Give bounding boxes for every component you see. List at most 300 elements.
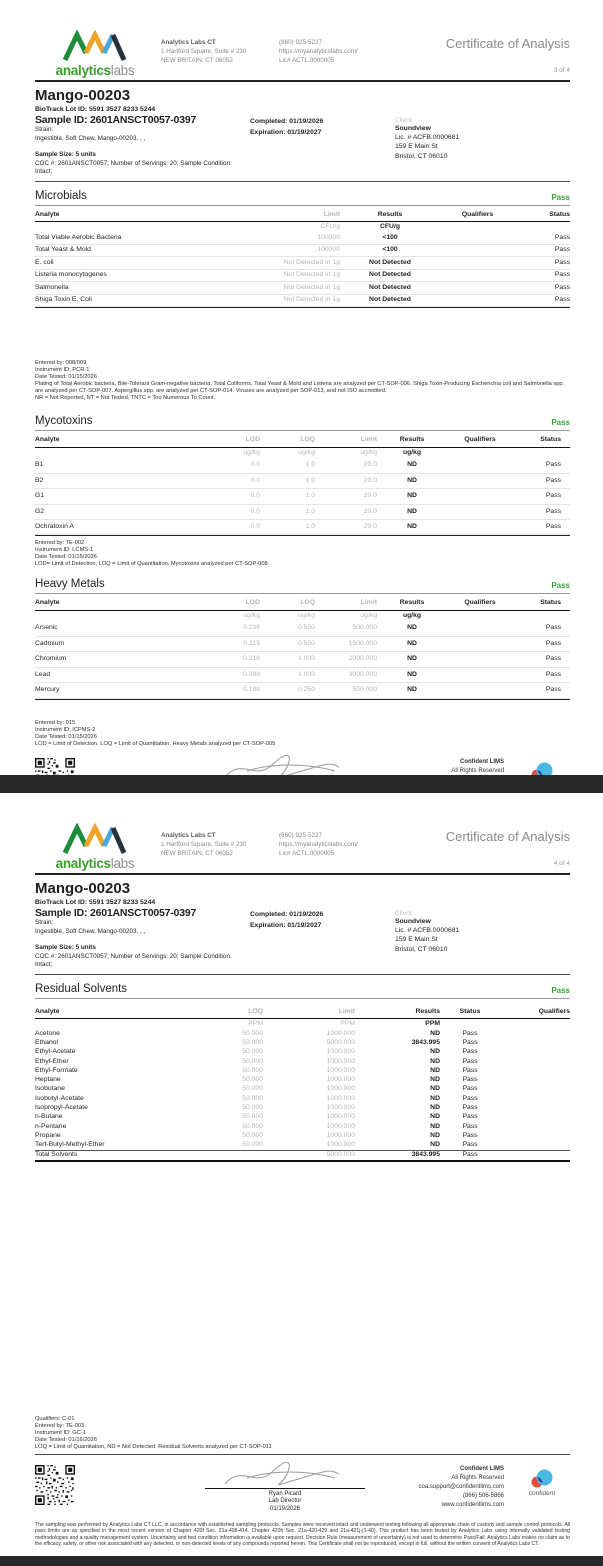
cell-analyte: Heptane <box>35 1076 61 1084</box>
table-row <box>35 1085 570 1094</box>
cell-status: Pass <box>545 476 561 484</box>
cell-qualifiers <box>447 492 513 500</box>
cell-limit: 20.0 <box>363 507 377 515</box>
cell-status: Pass <box>462 1131 478 1139</box>
residual-solvents-table-body <box>35 1029 570 1162</box>
cell-qualifiers <box>500 1123 570 1131</box>
note-line: Qualifiers: C-01 <box>35 1415 75 1422</box>
cell-results: ND <box>407 476 417 484</box>
header-divider <box>35 873 570 875</box>
col-results: Results <box>377 210 403 218</box>
cell-limit: 20.0 <box>363 492 377 500</box>
lab-website: https://myanalyticslabs.com/ <box>279 48 358 56</box>
cell-loq: 1.0 <box>305 476 315 484</box>
cell-analyte: B1 <box>35 461 44 469</box>
note-line: Entered by: TE-002 <box>35 540 85 547</box>
lab-phone: (860) 925-5227 <box>279 39 323 46</box>
note-line: Instrument ID: LCMS-1 <box>35 547 94 554</box>
cell-limit: 1000.000 <box>326 1131 355 1139</box>
lab-contact <box>279 30 429 65</box>
cell-qualifiers <box>447 671 513 679</box>
cell-limit: 1000.000 <box>326 1103 355 1111</box>
client-label: Client <box>395 910 412 917</box>
cell-analyte: E. coli <box>35 258 54 266</box>
cell-lod: 0.0 <box>250 461 260 469</box>
cell-analyte: Mercury <box>35 686 60 694</box>
cell-limit: 3000.000 <box>348 670 377 678</box>
cell-status: Pass <box>462 1151 478 1159</box>
cell-results: Not Detected <box>369 271 411 279</box>
note-line: Instrument ID: ICPMS-2 <box>35 726 96 733</box>
cell-results: <100 <box>382 233 398 241</box>
cell-loq: 1.0 <box>305 507 315 515</box>
table-row <box>35 1048 570 1057</box>
table-row <box>35 1122 570 1131</box>
cell-loq: 50.000 <box>242 1141 263 1149</box>
table-row <box>35 1094 570 1103</box>
cell-limit: 5000.000 <box>326 1151 355 1159</box>
col-limit: Limit <box>338 1007 355 1015</box>
lims-email: coa.support@confidentlims.com <box>418 1483 504 1490</box>
cell-loq: 1.0 <box>305 492 315 500</box>
coa-title: Certificate of Analysis <box>445 829 570 844</box>
cell-analyte: Cadmium <box>35 639 65 647</box>
col-qualifiers: Qualifiers <box>538 1007 570 1015</box>
cell-loq: 50.000 <box>242 1029 263 1037</box>
col-status: Status <box>549 210 570 218</box>
cell-qualifiers <box>500 1085 570 1093</box>
col-lod: LOD <box>245 436 260 444</box>
cell-qualifiers <box>440 246 515 254</box>
table-row <box>35 1150 570 1162</box>
notes-divider <box>35 1454 570 1455</box>
section-mycotoxins <box>35 407 570 536</box>
lab-license: Lic# ACTL.0000005 <box>279 850 335 858</box>
cell-limit: 1000.000 <box>326 1113 355 1121</box>
cell-limit: 1000.000 <box>326 1076 355 1084</box>
cell-qualifiers <box>440 259 515 267</box>
section-title: Microbials <box>35 189 87 202</box>
cell-loq: 50.000 <box>242 1048 263 1056</box>
cell-status: Pass <box>545 639 561 647</box>
table-row <box>35 1029 570 1038</box>
cell-loq: 50.000 <box>242 1131 263 1139</box>
lod-units: ug/kg <box>243 611 260 619</box>
cell-qualifiers <box>447 508 513 516</box>
cell-lod: 0.088 <box>242 670 260 678</box>
cell-qualifiers <box>500 1113 570 1121</box>
signer-name: Ryan Picard <box>268 1490 302 1497</box>
table-row <box>35 474 570 489</box>
cell-qualifiers <box>440 284 515 292</box>
cell-limit: Not Detected in 1g <box>283 296 340 304</box>
cell-limit: 1000.000 <box>326 1048 355 1056</box>
cell-results: ND <box>430 1122 440 1130</box>
lod-units: ug/kg <box>243 448 260 456</box>
lims-website: www.confidentlims.com <box>441 1501 504 1508</box>
cell-loq: 0.250 <box>297 686 315 694</box>
note-line: Date Tested: 01/15/2026 <box>35 733 97 740</box>
cell-results: ND <box>430 1057 440 1065</box>
signature-line <box>205 758 365 776</box>
cell-limit: 1000.000 <box>326 1122 355 1130</box>
cell-analyte: Salmonella <box>35 283 69 291</box>
mycotoxins-table-body <box>35 458 570 535</box>
cell-analyte: Isobutyl-Acetate <box>35 1094 84 1102</box>
lims-name: Confident LIMS <box>460 1465 504 1472</box>
sample-id: Sample ID: 2601ANSCT0057-0397 <box>35 114 197 126</box>
col-analyte: Analyte <box>35 599 60 607</box>
results-units: ug/kg <box>402 448 422 456</box>
cell-results: Not Detected <box>369 258 411 266</box>
cell-status: Pass <box>554 233 570 241</box>
cell-limit: 500.000 <box>352 624 377 632</box>
section-title: Heavy Metals <box>35 578 105 591</box>
lab-address <box>161 30 279 65</box>
cell-loq: 50.000 <box>242 1103 263 1111</box>
coa-page-1 <box>0 0 603 775</box>
cell-qualifiers <box>500 1151 570 1159</box>
results-units: CFU/g <box>379 222 400 230</box>
cell-loq <box>185 1151 263 1159</box>
cell-results: ND <box>430 1131 440 1139</box>
lab-address-line2: NEW BRITAIN, CT 06052 <box>161 57 233 65</box>
heavy-metals-notes <box>35 720 570 748</box>
col-qualifiers: Qualifiers <box>464 436 496 444</box>
cell-status: Pass <box>462 1122 478 1130</box>
cell-analyte: Listeria monocytogenes <box>35 271 107 279</box>
loq-units: ug/kg <box>298 611 315 619</box>
lab-contact <box>279 823 429 858</box>
col-analyte: Analyte <box>35 436 60 444</box>
cell-qualifiers <box>447 686 513 694</box>
biotrack-lot: BioTrack Lot ID: 5591 3527 8233 5244 <box>35 106 156 113</box>
cell-qualifiers <box>447 477 513 485</box>
cell-status: Pass <box>462 1029 478 1037</box>
table-row <box>35 1131 570 1140</box>
heavy-metals-table-body <box>35 621 570 698</box>
limit-units: CFU/g <box>320 222 340 230</box>
confident-logo <box>514 1465 570 1497</box>
cell-lod: 0.0 <box>250 523 260 530</box>
col-results: Results <box>415 1007 440 1015</box>
col-analyte: Analyte <box>35 210 60 218</box>
cell-qualifiers <box>500 1048 570 1056</box>
cell-analyte: Arsenic <box>35 624 58 632</box>
cell-results: 3843.995 <box>411 1151 440 1159</box>
disclaimer: The sampling was performed by Analytics Labs CT LLC, in accordance with established sampling protocols. Samples were received intact and underwent testing following all appropriate chain of custody and sample control protocols. All pass limits are as specified in the most recent version of Chapter 420f Sec. 21a-408-414, Chapter 420h Sec. 21a-420-429 and 21a-421j-(1-40). This product has been tested by Analytics Labs using internally validated testing methodologies and a quality management system. Uncertainty and test condition information is available upon request. Decision Rule (measurement of uncertainty) is not used to determine Pass/Fail. Analytics Labs makes no claim as to the efficacy, safety, or other risk associated with any detected, or non-detected levels of any compounds reported herein. This Certificate shall not be reproduced, except in full, without the written consent of Analytics Labs CT. <box>35 1521 570 1548</box>
table-row <box>35 458 570 473</box>
cell-qualifiers <box>447 461 513 469</box>
units-row <box>35 222 570 232</box>
cell-status: Pass <box>462 1076 478 1084</box>
sample-id: Sample ID: 2601ANSCT0057-0397 <box>35 907 197 919</box>
page-footer <box>35 758 570 776</box>
cell-status: Pass <box>462 1103 478 1111</box>
sample-size: Sample Size: 5 units <box>35 151 96 158</box>
col-qualifiers: Qualifiers <box>464 599 496 607</box>
cell-analyte: n-Pentane <box>35 1122 67 1130</box>
page-footer <box>35 1465 570 1514</box>
cell-analyte: Lead <box>35 670 51 678</box>
table-row <box>35 1067 570 1076</box>
coa-title-block <box>446 30 570 74</box>
cell-status: Pass <box>545 686 561 694</box>
note-line: Instrument ID: GC-1 <box>35 1429 86 1436</box>
cell-qualifiers <box>447 640 513 648</box>
qr-code <box>35 758 75 776</box>
microbials-notes <box>35 360 570 402</box>
confident-logo-icon <box>529 762 555 776</box>
lab-logo <box>35 30 155 78</box>
section-microbials <box>35 182 570 309</box>
cell-results: ND <box>407 461 417 469</box>
col-limit: Limit <box>360 599 377 607</box>
cell-lod: 0.188 <box>242 686 260 694</box>
lims-info <box>419 1465 504 1510</box>
cell-qualifiers <box>447 624 513 632</box>
section-status: Pass <box>551 581 570 591</box>
cell-limit: 500.000 <box>352 686 377 694</box>
client-address-line2: Bristol, CT 06010 <box>395 945 448 953</box>
table-row <box>35 1039 570 1048</box>
coa-page-2 <box>0 793 603 1556</box>
col-results: Results <box>399 599 425 607</box>
completed-date: Completed: 01/19/2026 <box>250 118 324 125</box>
cell-limit: 1000.000 <box>326 1029 355 1037</box>
cell-limit: 5000.000 <box>326 1039 355 1047</box>
cell-limit: 1000.000 <box>326 1066 355 1074</box>
limit-units: ug/kg <box>360 448 377 456</box>
signature-block <box>205 758 365 776</box>
qr-code <box>35 1465 75 1505</box>
table-row <box>35 637 570 652</box>
table-row <box>35 1076 570 1085</box>
cell-analyte: Total Viable Aerobic Bacteria <box>35 233 122 241</box>
cell-results: ND <box>430 1094 440 1102</box>
biotrack-lot: BioTrack Lot ID: 5591 3527 8233 5244 <box>35 899 156 906</box>
signature-icon <box>217 755 347 776</box>
col-lod: LOD <box>245 599 260 607</box>
cell-analyte: Ochratoxin A <box>35 523 74 530</box>
page-header <box>35 30 570 78</box>
cell-status: Pass <box>554 283 570 291</box>
page-number: 4 of 4 <box>553 860 570 867</box>
cell-status: Pass <box>545 655 561 663</box>
cell-status: Pass <box>545 461 561 469</box>
table-row <box>35 1104 570 1113</box>
cell-qualifiers <box>440 234 515 242</box>
logo-wordmark: analyticslabs <box>55 856 135 871</box>
cell-results: ND <box>430 1085 440 1093</box>
lab-logo <box>35 823 155 871</box>
results-units: PPM <box>425 1019 440 1027</box>
results-units: ug/kg <box>402 611 422 619</box>
cell-limit: 1000.000 <box>326 1085 355 1093</box>
confident-logo-icon <box>529 1469 555 1489</box>
cell-status: Pass <box>545 507 561 515</box>
cell-analyte: G2 <box>35 507 45 515</box>
cell-status: Pass <box>545 624 561 632</box>
col-loq: LOQ <box>300 599 315 607</box>
page-number: 3 of 4 <box>553 67 570 74</box>
strain-label: Strain: <box>35 919 54 926</box>
lab-phone: (860) 925-5227 <box>279 832 323 839</box>
cell-qualifiers <box>500 1132 570 1140</box>
cell-results: ND <box>430 1029 440 1037</box>
logo-zigzag-icon <box>62 823 128 855</box>
section-title: Residual Solvents <box>35 982 128 995</box>
confident-brand: confident <box>528 1489 556 1497</box>
lab-address-line1: 1 Hartford Square, Suite # 230 <box>161 48 247 56</box>
table-row <box>35 282 570 294</box>
cell-lod: 0.236 <box>242 624 260 632</box>
cell-status: Pass <box>462 1141 478 1149</box>
strain-value: Ingestible, Soft Chew, Mango-00203, , , <box>35 134 146 142</box>
col-results: Results <box>399 436 425 444</box>
cell-loq: 0.500 <box>297 639 315 647</box>
cell-qualifiers <box>500 1039 570 1047</box>
col-analyte: Analyte <box>35 1007 60 1015</box>
table-header-row <box>35 594 570 610</box>
note-line: Date Tested: 01/16/2026 <box>35 1436 97 1443</box>
lims-phone: (866) 506-5866 <box>462 1492 504 1499</box>
cell-loq: 50.000 <box>242 1113 263 1121</box>
cell-status: Pass <box>462 1066 478 1074</box>
cell-lod: 0.216 <box>242 655 260 663</box>
col-status: Status <box>540 599 561 607</box>
client-license: Lic. # ACFB.0000681 <box>395 927 460 935</box>
client-license: Lic. # ACFB.0000681 <box>395 134 460 142</box>
cell-status: Pass <box>545 670 561 678</box>
table-row <box>35 683 570 698</box>
table-row <box>35 245 570 257</box>
cell-analyte: Shiga Toxin E. Coli <box>35 296 92 304</box>
cell-qualifiers <box>500 1141 570 1149</box>
signature-icon <box>217 1462 347 1492</box>
cell-loq: 1.0 <box>305 523 315 530</box>
cell-analyte: Tert-Butyl-Methyl-Ether <box>35 1141 105 1149</box>
lims-info <box>419 758 504 776</box>
cell-limit: 20.0 <box>363 523 377 530</box>
cell-status: Pass <box>462 1085 478 1093</box>
sample-info <box>35 114 570 177</box>
units-row <box>35 1019 570 1029</box>
cell-results: Not Detected <box>369 296 411 304</box>
header-divider <box>35 80 570 82</box>
cell-status: Pass <box>462 1039 478 1047</box>
note-line: Entered by: 008/009 <box>35 360 87 367</box>
cell-results: ND <box>407 655 417 663</box>
product-name: Mango-00203 <box>35 87 131 104</box>
cell-loq: 50.000 <box>242 1085 263 1093</box>
cell-status: Pass <box>554 258 570 266</box>
signer-title: Lab Director <box>268 1498 302 1505</box>
cell-loq: 50.000 <box>242 1057 263 1065</box>
cell-analyte: n-Butane <box>35 1113 63 1121</box>
lab-address-line2: NEW BRITAIN, CT 06052 <box>161 850 233 858</box>
cell-status: Pass <box>462 1057 478 1065</box>
signature-date: 01/19/2026 <box>269 1506 301 1513</box>
cell-qualifiers <box>500 1104 570 1112</box>
section-heavy-metals <box>35 570 570 699</box>
cell-analyte: G1 <box>35 492 45 500</box>
cell-limit: 2000.000 <box>348 655 377 663</box>
completed-date: Completed: 01/19/2026 <box>250 911 324 918</box>
cell-results: ND <box>407 686 417 694</box>
cell-analyte: Ethyl-Formate <box>35 1066 78 1074</box>
client-name: Soundview <box>395 125 431 132</box>
cell-limit: 1000.000 <box>326 1094 355 1102</box>
table-row <box>35 621 570 636</box>
note-line: Entered by: TE-003 <box>35 1422 85 1429</box>
cell-loq: 1.0 <box>305 461 315 469</box>
cell-status: Pass <box>462 1113 478 1121</box>
note-line: Instrument ID: PCR-1 <box>35 367 90 374</box>
lab-address-line1: 1 Hartford Square, Suite # 230 <box>161 841 247 849</box>
cell-results: ND <box>407 624 417 632</box>
cell-qualifiers <box>447 523 513 531</box>
col-status: Status <box>540 436 561 444</box>
client-address-line1: 159 E Main St <box>395 936 438 944</box>
mycotoxins-notes <box>35 540 570 568</box>
cell-results: ND <box>407 670 417 678</box>
cell-limit: 20.0 <box>363 476 377 484</box>
lims-name: Confident LIMS <box>460 758 504 765</box>
cell-qualifiers <box>447 655 513 663</box>
cell-qualifiers <box>500 1030 570 1038</box>
coc-line: COC #: 2601ANSCT0057; Number of Servings: 20; Sample Condition: Intact; <box>35 159 232 175</box>
signature-line <box>205 1465 365 1489</box>
lab-name: Analytics Labs CT <box>161 39 216 46</box>
cell-loq: 50.000 <box>242 1066 263 1074</box>
cell-loq: 1.000 <box>297 670 315 678</box>
limit-units: ug/kg <box>360 611 377 619</box>
page-separator <box>0 775 603 793</box>
table-row <box>35 1141 570 1150</box>
residual-solvents-notes <box>35 1416 570 1451</box>
table-row <box>35 668 570 683</box>
strain-value: Ingestible, Soft Chew, Mango-00203, , , <box>35 927 146 935</box>
client-name: Soundview <box>395 918 431 925</box>
cell-results: Not Detected <box>369 283 411 291</box>
sample-info <box>35 907 570 970</box>
limit-units: PPM <box>340 1019 355 1027</box>
lab-website: https://myanalyticslabs.com/ <box>279 841 358 849</box>
cell-analyte: Propane <box>35 1131 61 1139</box>
cell-status: Pass <box>462 1094 478 1102</box>
lab-address <box>161 823 279 858</box>
col-loq: LOQ <box>300 436 315 444</box>
coa-title-block <box>446 823 570 867</box>
lims-rights: All Rights Reserved <box>451 1474 504 1481</box>
cell-limit: 1000.000 <box>326 1057 355 1065</box>
cell-results: <100 <box>382 246 398 254</box>
units-row <box>35 448 570 458</box>
section-status: Pass <box>551 985 570 995</box>
table-row <box>35 652 570 667</box>
client-label: Client <box>395 117 412 124</box>
loq-units: PPM <box>248 1019 263 1027</box>
section-title: Mycotoxins <box>35 415 93 428</box>
client-address-line2: Bristol, CT 06010 <box>395 152 448 160</box>
lab-license: Lic# ACTL.0000005 <box>279 57 335 65</box>
cell-status: Pass <box>554 296 570 304</box>
cell-qualifiers <box>500 1095 570 1103</box>
col-limit: Limit <box>360 436 377 444</box>
cell-results: ND <box>407 507 417 515</box>
cell-lod: 0.0 <box>250 507 260 515</box>
